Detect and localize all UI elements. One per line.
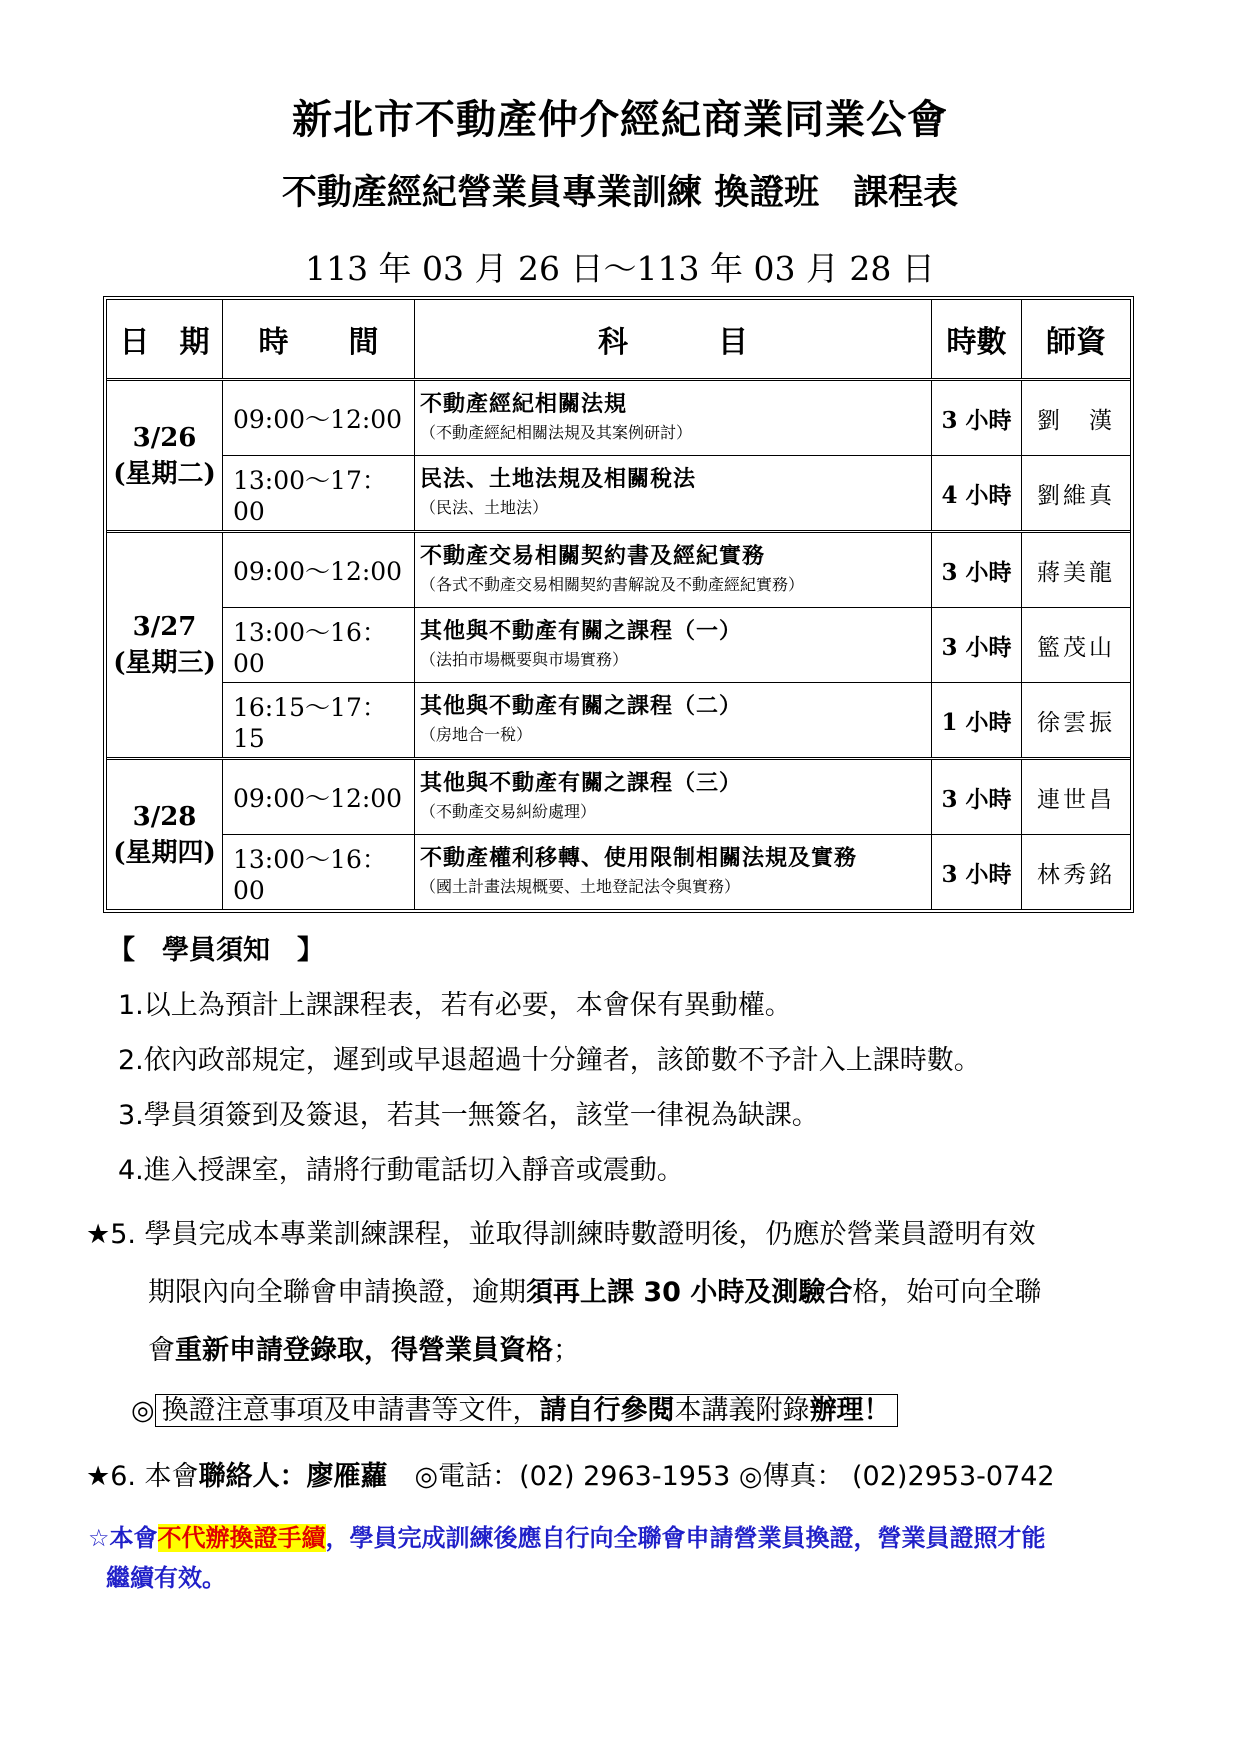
note-item-4: 4.進入授課室，請將行動電話切入靜音或震動。 xyxy=(118,1155,684,1186)
hours-cell: 1 小時 xyxy=(932,683,1022,757)
subject-cell xyxy=(415,533,932,607)
date-range: 113 年 03 月 26 日～113 年 03 月 28 日 xyxy=(305,249,935,288)
notice-line-1 xyxy=(88,1518,1178,1558)
subject-note: （不動產經紀相關法規及其案例研討） xyxy=(420,423,693,442)
circle-bullet: ◎ xyxy=(131,1395,155,1426)
note-item-5-line3 xyxy=(148,1328,580,1367)
date-cell xyxy=(107,760,223,909)
header-time: 時 間 xyxy=(223,300,415,378)
notice-text: ，學員完成訓練後應自行向全聯會申請營業員換證，營業員證照才能 xyxy=(325,1524,1046,1552)
table-row xyxy=(223,381,1130,456)
weekday-value: (星期二) xyxy=(113,458,216,489)
notice-highlight: 不代辦換證手續 xyxy=(157,1524,326,1552)
org-title: 新北市不動產仲介經紀商業同業公會 xyxy=(292,97,948,143)
time-cell: 13:00～17：00 xyxy=(223,456,415,530)
session-list xyxy=(223,381,1130,530)
subject-title: 其他與不動產有關之課程（二） xyxy=(420,694,743,719)
subject-title: 不動產交易相關契約書及經紀實務 xyxy=(420,544,766,569)
subject-note: （國土計畫法規概要、土地登記法令與實務） xyxy=(420,877,741,896)
important-notice xyxy=(88,1518,1178,1598)
date-value: 3/26 xyxy=(132,422,197,453)
subject-note: （民法、土地法） xyxy=(420,498,549,517)
subject-note: （不動產交易糾紛處理） xyxy=(420,802,597,821)
teacher-cell: 劉 漢 xyxy=(1037,407,1115,434)
teacher-cell: 劉維真 xyxy=(1037,482,1115,509)
hours-cell: 3 小時 xyxy=(932,608,1022,682)
contact-phone-fax: ◎電話：(02) 2963-1953 ◎傳真： (02)2953-0742 xyxy=(387,1461,1055,1492)
subject-cell xyxy=(415,683,932,757)
date-group xyxy=(107,381,1130,533)
time-cell: 13:00～16：00 xyxy=(223,608,415,682)
teacher-cell: 徐雲振 xyxy=(1037,709,1115,736)
note-item-5-line2 xyxy=(148,1270,1041,1309)
subject-cell xyxy=(415,760,932,834)
notice-line-2: 繼續有效。 xyxy=(106,1564,226,1592)
time-cell: 16:15～17：15 xyxy=(223,683,415,757)
teacher-cell: 林秀銘 xyxy=(1037,861,1115,888)
table-row xyxy=(223,533,1130,608)
reference-text: 本講義附錄 xyxy=(674,1395,810,1426)
table-row xyxy=(223,835,1130,909)
session-list xyxy=(223,533,1130,757)
course-title-main: 不動產經紀營業員專業訓練 換證班 xyxy=(281,173,820,213)
notes-heading: 【 學員須知 】 xyxy=(108,935,324,966)
note-5-emphasis: 須再上課 30 小時及測驗合 xyxy=(526,1277,853,1308)
table-header-row xyxy=(107,300,1130,381)
subject-cell xyxy=(415,381,932,455)
subject-cell xyxy=(415,835,932,909)
hours-cell: 4 小時 xyxy=(932,456,1022,530)
subject-title: 其他與不動產有關之課程（三） xyxy=(420,771,743,796)
course-title-suffix: 課程表 xyxy=(853,173,959,213)
table-row xyxy=(223,456,1130,530)
note-5-text: 格，始可向全聯 xyxy=(852,1277,1042,1308)
date-value: 3/27 xyxy=(132,612,197,642)
reference-emphasis: 請自行參閱 xyxy=(539,1395,675,1426)
note-item-2: 2.依內政部規定，遲到或早退超過十分鐘者，該節數不予計入上課時數。 xyxy=(118,1045,981,1076)
subject-cell xyxy=(415,456,932,530)
note-item-1: 1.以上為預計上課課程表，若有必要，本會保有異動權。 xyxy=(118,990,792,1021)
note-5-text: ； xyxy=(553,1335,580,1366)
weekday-value: (星期三) xyxy=(113,648,216,678)
hours-cell: 3 小時 xyxy=(932,533,1022,607)
time-cell: 09:00～12:00 xyxy=(223,760,415,834)
schedule-table xyxy=(103,296,1134,913)
note-item-5-line1: ★5. 學員完成本專業訓練課程，並取得訓練時數證明後，仍應於營業員證明有效 xyxy=(86,1219,1036,1250)
subject-note: （各式不動產交易相關契約書解說及不動產經紀實務） xyxy=(420,575,805,594)
table-row xyxy=(223,608,1130,683)
time-cell: 09:00～12:00 xyxy=(223,381,415,455)
reference-note xyxy=(131,1388,898,1427)
subject-note: （房地合一稅） xyxy=(420,725,533,744)
teacher-cell: 連世昌 xyxy=(1037,786,1115,813)
hours-cell: 3 小時 xyxy=(932,381,1022,455)
table-row xyxy=(223,683,1130,757)
subject-title: 不動產經紀相關法規 xyxy=(420,392,628,417)
reference-emphasis: 辦理！ xyxy=(809,1395,891,1426)
teacher-cell: 蔣美龍 xyxy=(1037,559,1115,586)
subject-note: （法拍市場概要與市場實務） xyxy=(420,650,629,669)
reference-text: 換證注意事項及申請書等文件， xyxy=(161,1395,540,1426)
subject-title: 其他與不動產有關之課程（一） xyxy=(420,619,743,644)
date-group xyxy=(107,533,1130,760)
note-5-emphasis: 重新申請登錄取，得營業員資格 xyxy=(175,1335,553,1366)
contact-prefix: ★6. 本會 xyxy=(86,1461,199,1492)
header-teacher: 師資 xyxy=(1046,325,1106,360)
header-subject: 科 目 xyxy=(415,300,932,378)
time-cell: 09:00～12:00 xyxy=(223,533,415,607)
date-group xyxy=(107,760,1130,909)
subject-cell xyxy=(415,608,932,682)
weekday-value: (星期四) xyxy=(113,837,216,868)
session-list xyxy=(223,760,1130,909)
time-cell: 13:00～16：00 xyxy=(223,835,415,909)
date-cell xyxy=(107,381,223,530)
header-date: 日 期 xyxy=(107,300,223,378)
header-hours: 時數 xyxy=(932,300,1022,378)
notice-text: ☆本會 xyxy=(88,1524,158,1552)
reference-box xyxy=(155,1394,898,1427)
note-5-text: 期限內向全聯會申請換證，逾期 xyxy=(148,1277,526,1308)
contact-person: 聯絡人：廖雁蘿 xyxy=(198,1461,388,1492)
note-5-text: 會 xyxy=(148,1335,175,1366)
subject-title: 民法、土地法規及相關稅法 xyxy=(420,467,697,492)
hours-cell: 3 小時 xyxy=(932,835,1022,909)
date-cell xyxy=(107,533,223,757)
course-title xyxy=(0,165,1240,215)
hours-cell: 3 小時 xyxy=(932,760,1022,834)
contact-line xyxy=(86,1454,1055,1493)
note-item-3: 3.學員須簽到及簽退，若其一無簽名，該堂一律視為缺課。 xyxy=(118,1100,819,1131)
teacher-cell: 籃茂山 xyxy=(1037,634,1115,661)
subject-title: 不動產權利移轉、使用限制相關法規及實務 xyxy=(420,846,858,871)
date-value: 3/28 xyxy=(132,801,197,832)
table-row xyxy=(223,760,1130,835)
